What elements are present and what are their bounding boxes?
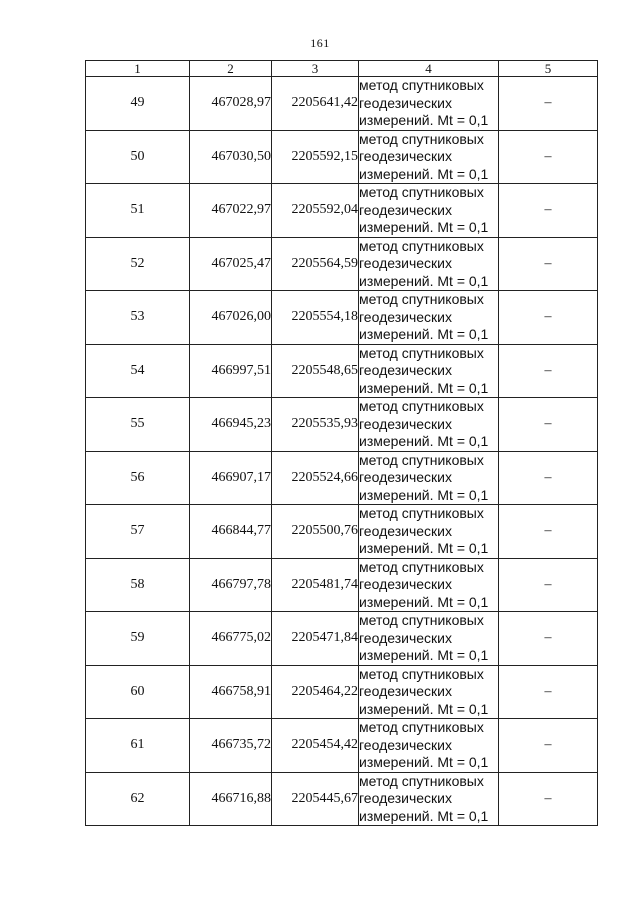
note-dash: –	[499, 505, 598, 559]
point-number: 49	[86, 77, 190, 131]
table-row	[86, 451, 598, 505]
table-row	[86, 772, 598, 826]
method-line-2: геодезических	[359, 683, 452, 699]
table-row	[86, 719, 598, 773]
method-line-1: метод спутниковых	[359, 612, 484, 628]
point-number: 56	[86, 451, 190, 505]
method-line-1: метод спутниковых	[359, 665, 484, 682]
note-dash: –	[499, 184, 598, 238]
coordinate-x: 466735,72	[190, 719, 272, 773]
note-dash: –	[499, 291, 598, 345]
method-line-3: измерений. Mt = 0,1	[359, 807, 489, 824]
point-number: 55	[86, 398, 190, 452]
note-dash: –	[499, 719, 598, 773]
method-description	[359, 505, 499, 559]
point-number: 51	[86, 184, 190, 238]
method-description	[359, 558, 499, 612]
method-line-2: геодезических	[359, 415, 452, 432]
method-line-2: геодезических	[359, 629, 452, 646]
column-header-4: 4	[359, 61, 499, 77]
point-number: 60	[86, 665, 190, 719]
column-header-1: 1	[86, 61, 190, 77]
coordinate-y: 2205454,42	[272, 719, 359, 773]
method-line-3: измерений. Mt = 0,1	[359, 754, 489, 770]
method-line-1: метод спутниковых	[359, 184, 484, 200]
method-line-3: измерений. Mt = 0,1	[359, 700, 489, 717]
coordinate-y: 2205535,93	[272, 398, 359, 452]
coordinate-x: 466844,77	[190, 505, 272, 559]
method-line-2: геодезических	[359, 362, 452, 378]
method-line-2: геодезических	[359, 736, 452, 753]
coordinate-y: 2205500,76	[272, 505, 359, 559]
coordinate-x: 466797,78	[190, 558, 272, 612]
method-line-1: метод спутниковых	[359, 130, 484, 147]
method-line-3: измерений. Mt = 0,1	[359, 326, 489, 342]
coordinate-y: 2205471,84	[272, 612, 359, 666]
table-row	[86, 184, 598, 238]
coordinate-x: 467028,97	[190, 77, 272, 131]
coordinate-x: 467026,00	[190, 291, 272, 345]
coordinate-x: 467022,97	[190, 184, 272, 238]
method-line-3: измерений. Mt = 0,1	[359, 272, 489, 289]
coordinate-x: 467025,47	[190, 237, 272, 291]
method-description	[359, 665, 499, 719]
method-line-1: метод спутниковых	[359, 344, 484, 361]
table-row	[86, 237, 598, 291]
coordinate-y: 2205592,04	[272, 184, 359, 238]
coordinate-x: 466945,23	[190, 398, 272, 452]
note-dash: –	[499, 558, 598, 612]
method-line-3: измерений. Mt = 0,1	[359, 593, 489, 610]
method-line-3: измерений. Mt = 0,1	[359, 379, 489, 396]
point-number: 54	[86, 344, 190, 398]
method-description	[359, 237, 499, 291]
method-line-2: геодезических	[359, 790, 452, 806]
method-line-3: измерений. Mt = 0,1	[359, 219, 489, 235]
note-dash: –	[499, 451, 598, 505]
method-description	[359, 612, 499, 666]
table-row	[86, 612, 598, 666]
method-line-1: метод спутниковых	[359, 398, 484, 414]
point-number: 58	[86, 558, 190, 612]
column-header-2: 2	[190, 61, 272, 77]
note-dash: –	[499, 398, 598, 452]
method-line-1: метод спутниковых	[359, 451, 484, 468]
note-dash: –	[499, 665, 598, 719]
method-line-1: метод спутниковых	[359, 719, 484, 735]
table-row	[86, 398, 598, 452]
coordinate-y: 2205592,15	[272, 130, 359, 184]
note-dash: –	[499, 772, 598, 826]
table-header-row	[86, 61, 598, 77]
method-description	[359, 77, 499, 131]
point-number: 53	[86, 291, 190, 345]
coordinate-x: 466775,02	[190, 612, 272, 666]
coordinate-y: 2205548,65	[272, 344, 359, 398]
column-header-5: 5	[499, 61, 598, 77]
coordinate-y: 2205554,18	[272, 291, 359, 345]
method-line-1: метод спутниковых	[359, 558, 484, 575]
method-line-1: метод спутниковых	[359, 77, 484, 93]
coordinate-y: 2205464,22	[272, 665, 359, 719]
method-description	[359, 130, 499, 184]
method-line-2: геодезических	[359, 148, 452, 164]
method-line-3: измерений. Mt = 0,1	[359, 433, 489, 449]
method-line-1: метод спутниковых	[359, 772, 484, 789]
method-line-2: геодезических	[359, 469, 452, 485]
point-number: 61	[86, 719, 190, 773]
coordinate-x: 467030,50	[190, 130, 272, 184]
coordinate-y: 2205564,59	[272, 237, 359, 291]
table-row	[86, 558, 598, 612]
coordinate-x: 466758,91	[190, 665, 272, 719]
table-row	[86, 77, 598, 131]
method-line-1: метод спутниковых	[359, 505, 484, 521]
method-description	[359, 344, 499, 398]
method-line-3: измерений. Mt = 0,1	[359, 112, 489, 128]
coordinate-x: 466997,51	[190, 344, 272, 398]
method-line-3: измерений. Mt = 0,1	[359, 540, 489, 556]
coordinate-y: 2205445,67	[272, 772, 359, 826]
point-number: 59	[86, 612, 190, 666]
note-dash: –	[499, 612, 598, 666]
method-line-2: геодезических	[359, 522, 452, 539]
method-description	[359, 719, 499, 773]
note-dash: –	[499, 77, 598, 131]
method-line-3: измерений. Mt = 0,1	[359, 647, 489, 663]
table-row	[86, 344, 598, 398]
method-line-1: метод спутниковых	[359, 237, 484, 254]
coordinate-y: 2205641,42	[272, 77, 359, 131]
method-line-3: измерений. Mt = 0,1	[359, 165, 489, 182]
point-number: 62	[86, 772, 190, 826]
column-header-3: 3	[272, 61, 359, 77]
method-line-2: геодезических	[359, 308, 452, 325]
note-dash: –	[499, 237, 598, 291]
method-line-1: метод спутниковых	[359, 291, 484, 307]
method-line-3: измерений. Mt = 0,1	[359, 486, 489, 503]
method-description	[359, 291, 499, 345]
coordinate-y: 2205524,66	[272, 451, 359, 505]
point-number: 57	[86, 505, 190, 559]
coordinate-x: 466716,88	[190, 772, 272, 826]
point-number: 52	[86, 237, 190, 291]
table-row	[86, 291, 598, 345]
method-description	[359, 451, 499, 505]
method-line-2: геодезических	[359, 576, 452, 592]
coordinate-x: 466907,17	[190, 451, 272, 505]
table-row	[86, 130, 598, 184]
coordinates-table	[85, 60, 598, 826]
method-line-2: геодезических	[359, 255, 452, 271]
page-number: 161	[310, 36, 330, 50]
method-line-2: геодезических	[359, 94, 452, 111]
table-row	[86, 505, 598, 559]
table-row	[86, 665, 598, 719]
note-dash: –	[499, 130, 598, 184]
note-dash: –	[499, 344, 598, 398]
coordinate-y: 2205481,74	[272, 558, 359, 612]
method-description	[359, 398, 499, 452]
method-line-2: геодезических	[359, 201, 452, 218]
method-description	[359, 184, 499, 238]
point-number: 50	[86, 130, 190, 184]
method-description	[359, 772, 499, 826]
